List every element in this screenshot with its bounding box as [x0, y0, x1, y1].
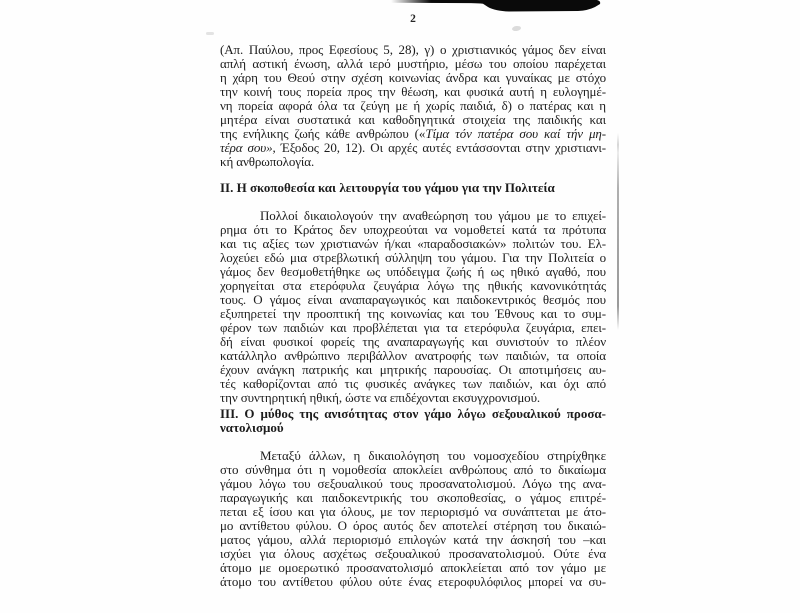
text-line: γάμος δεν θεσμοθετήθηκε ως υπόδειγμα ζωής ή ως ηθικό αγαθό, που	[220, 264, 606, 279]
text-line: κή ανθρωπολογία.	[220, 154, 315, 169]
text-line: φέρον των παιδιών και προβλέπεται για τα ετερόφυλα ζευγάρια, επει-	[220, 320, 606, 335]
text-line: απλή αστική ένωση, αλλά ιερό μυστήριο, μέσω του οποίου παρέχεται	[220, 56, 606, 71]
text-line: στο σύνθημα ότι η νομοθεσία αποκλείει ανθρώπους από το δικαίωμα	[220, 462, 606, 477]
scan-artifact-smudge	[512, 25, 522, 31]
scan-artifact-top-bar-fade	[391, 0, 431, 5]
section-iii-paragraph	[220, 449, 606, 589]
text-line: τές καθορίζονται από τις φυσικές ανάγκες των παιδιών, και όχι από	[220, 376, 606, 391]
text-line: λοχεύει εδώ μια στρεβλωτική σύλληψη του γάμου. Για την Πολιτεία ο	[220, 250, 606, 265]
text-line: τους. Ο γάμος είναι αναπαραγωγικός και παιδοκεντρικός θεσμός που	[220, 292, 606, 307]
text-line: νη πορεία αφορά όλα τα ζεύγη με ή χωρίς παιδιά, δ) ο πατέρας και η	[220, 98, 606, 113]
text-line: νατολισμού	[220, 420, 284, 435]
text-line: ισχύει για όλους ασχέτως σεξουαλικού προσανατολισμού. Ούτε ένα	[220, 546, 606, 561]
scan-artifact-dash	[206, 32, 214, 35]
text-line: έχουν ανάγκη πατρικής και μητρικής παρουσίας. Οι αποτιμήσεις αυ-	[220, 362, 606, 377]
intro-paragraph	[220, 43, 606, 169]
text-line: (Απ. Παύλου, προς Εφεσίους 5, 28), γ) ο χριστιανικός γάμος δεν είναι	[220, 42, 606, 57]
section-ii-paragraph	[220, 209, 606, 405]
text-line: ΙΙ. Η σκοποθεσία και λειτουργία του γάμου για την Πολιτεία	[220, 180, 555, 195]
text-line: ματος γάμου, αλλά περιορισμό επιλογών κατά την άσκησή του –και	[220, 532, 606, 547]
text-line: μο αντίθετου φύλου. Ο όρος αυτός δεν αποτελεί στέρηση του δικαιώ-	[220, 518, 606, 533]
text-line: της ενήλικης ζωής κάθε ανθρώπου («Τίμα τόν πατέρα σου καί τήν μη-	[220, 126, 607, 141]
text-line: άτομο του αντίθετου φύλου ούτε ένας ετεροφυλόφιλος μπορεί να συ-	[220, 574, 606, 589]
text-line: ΙΙΙ. Ο μύθος της ανισότητας στον γάμο λόγω σεξουαλικού προσα-	[220, 406, 606, 421]
text-line: Πολλοί δικαιολογούν την αναθεώρηση του γάμου με το επιχεί-	[260, 208, 606, 223]
text-line: την συντηρητική ηθική, ώστε να επιδέχονται εκσυγχρονισμού.	[220, 390, 541, 405]
text-line: άτομο με ομοερωτικό προσανατολισμό αποκλείεται από τον γάμο με	[220, 560, 606, 575]
text-line: χορηγείται στα ετερόφυλα ζευγάρια λόγω της ηθικής κανονικότητάς	[220, 278, 606, 293]
text-line: μητέρα είναι συστατικά και καθοδηγητικά στοιχεία της παιδικής και	[220, 112, 606, 127]
text-line: και τις αξίες των χριστιανών ή/και «παραδοσιακών» πολιτών του. Ελ-	[220, 236, 606, 251]
text-line: πεται εξ ίσου και για όλους, με τον περιορισμό να συνάπτεται με άτο-	[220, 504, 606, 519]
text-line: κατάλληλο ανθρώπινο περιβάλλον ανατροφής των παιδιών, τα οποία	[220, 348, 606, 363]
page-fold-shadow-line	[617, 133, 619, 330]
text-line: παραγωγικής και παιδοκεντρικής του σκοποθεσίας, ο γάμος επιτρέ-	[220, 490, 606, 505]
text-line: γάμου λόγω του σεξουαλικού τους προσανατολισμού. Λόγω της ανα-	[220, 476, 606, 491]
text-line: την κοινή τους πορεία προς την θέωση, και φυσικά αυτή η ευλογημέ-	[220, 84, 606, 99]
text-line: ρημα ότι το Κράτος δεν υποχρεούται να νομοθετεί κατά τα πρότυπα	[220, 222, 606, 237]
section-ii-heading	[220, 181, 606, 195]
section-iii-heading	[220, 407, 606, 435]
text-line: Μεταξύ άλλων, η δικαιολόγηση του νομοσχεδίου στηρίχθηκε	[260, 448, 606, 463]
text-line: η χάρη του Θεού στην σχέση κοινωνίας άνδρα και γυναίκας με στόχο	[220, 70, 606, 85]
page-number: 2	[410, 13, 416, 25]
text-line: εξυπηρετεί την προοπτική της κοινωνίας και του Έθνους και το συμ-	[220, 306, 606, 321]
text-line: τέρα σου», Έξοδος 20, 12). Οι αρχές αυτές εντάσσονται στην χριστιανι-	[220, 140, 606, 155]
text-line: δή είναι φυσικοί φορείς της αναπαραγωγής και συνιστούν το πλέον	[220, 334, 606, 349]
